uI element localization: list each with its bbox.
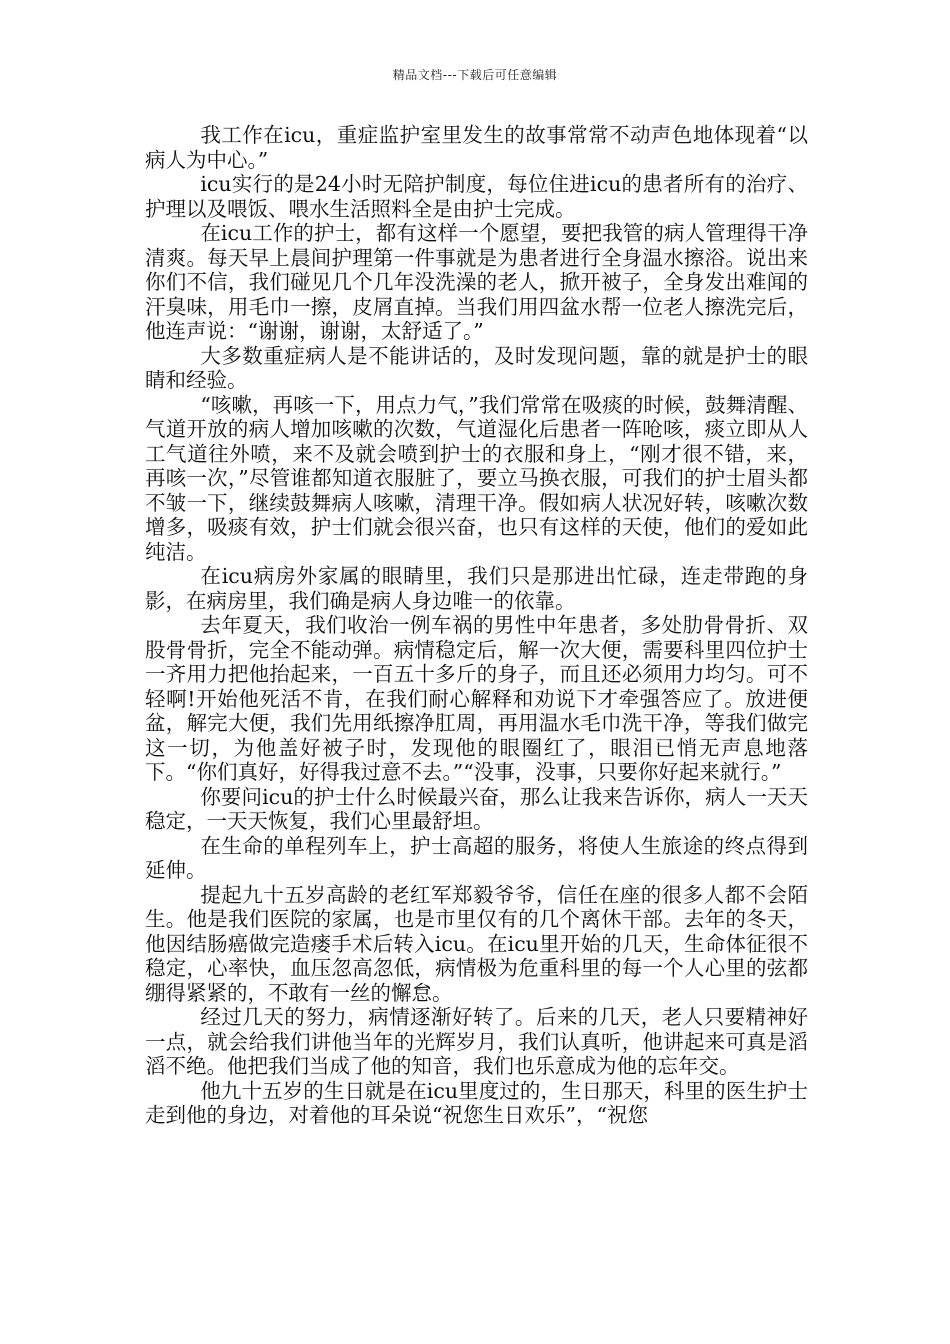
document-body <box>145 123 808 1128</box>
paragraph: “咳嗽，再咳一下，用点力气，”我们常常在吸痰的时候，鼓舞清醒、气道开放的病人增加咳嗽的次数，气道湿化后患者一阵呛咳，痰立即从人工气道往外喷，来不及就会喷到护士的衣服和身上，“刚才很不错，来，再咳一次，”尽管谁都知道衣服脏了，要立马换衣服，可我们的护士眉头都不皱一下，继续鼓舞病人咳嗽，清理干净。假如病人状况好转，咳嗽次数增多，吸痰有效，护士们就会很兴奋，也只有这样的天使，他们的爱如此纯洁。 <box>145 392 808 564</box>
paragraph: 在icu工作的护士，都有这样一个愿望，要把我管的病人管理得干净清爽。每天早上晨间护理第一件事就是为患者进行全身温水擦浴。说出来你们不信，我们碰见几个几年没洗澡的老人，掀开被子，全身发出难闻的汗臭味，用毛巾一擦，皮屑直掉。当我们用四盆水帮一位老人擦洗完后，他连声说：“谢谢，谢谢，太舒适了。” <box>145 221 808 343</box>
paragraph: 你要问icu的护士什么时候最兴奋，那么让我来告诉你，病人一天天稳定，一天天恢复，我们心里最舒坦。 <box>145 784 808 833</box>
paragraph: 他九十五岁的生日就是在icu里度过的，生日那天，科里的医生护士走到他的身边，对着他的耳朵说“祝您生日欢乐”，“祝您 <box>145 1078 808 1127</box>
paragraph: 我工作在icu，重症监护室里发生的故事常常不动声色地体现着“以病人为中心。” <box>145 123 808 172</box>
paragraph: 在icu病房外家属的眼睛里，我们只是那进出忙碌，连走带跑的身影，在病房里，我们确是病人身边唯一的依靠。 <box>145 564 808 613</box>
paragraph: icu实行的是24小时无陪护制度，每位住进icu的患者所有的治疗、护理以及喂饭、喂水生活照料全是由护士完成。 <box>145 172 808 221</box>
page-header: 精品文档---下载后可任意编辑 <box>392 68 558 82</box>
paragraph: 在生命的单程列车上，护士高超的服务，将使人生旅途的终点得到延伸。 <box>145 833 808 882</box>
paragraph: 提起九十五岁高龄的老红军郑毅爷爷，信任在座的很多人都不会陌生。他是我们医院的家属，也是市里仅有的几个离休干部。去年的冬天，他因结肠癌做完造瘘手术后转入icu。在icu里开始的几天，生命体征很不稳定，心率快，血压忽高忽低，病情极为危重科里的每一个人心里的弦都绷得紧紧的，不敢有一丝的懈怠。 <box>145 882 808 1005</box>
paragraph: 大多数重症病人是不能讲话的，及时发现问题，靠的就是护士的眼睛和经验。 <box>145 343 808 392</box>
paragraph: 去年夏天，我们收治一例车祸的男性中年患者，多处肋骨骨折、双股骨骨折，完全不能动弹。病情稳定后，解一次大便，需要科里四位护士一齐用力把他抬起来，一百五十多斤的身子，而且还必须用力均匀。可不轻啊!开始他死活不肯，在我们耐心解释和劝说下才牵强答应了。放进便盆，解完大便，我们先用纸擦净肛周，再用温水毛巾洗干净，等我们做完这一切，为他盖好被子时，发现他的眼圈红了，眼泪已悄无声息地落下。“你们真好，好得我过意不去。”“没事，没事，只要你好起来就行。” <box>145 613 808 784</box>
paragraph: 经过几天的努力，病情逐渐好转了。后来的几天，老人只要精神好一点，就会给我们讲他当年的光辉岁月，我们认真听，他讲起来可真是滔滔不绝。他把我们当成了他的知音，我们也乐意成为他的忘年交。 <box>145 1005 808 1078</box>
